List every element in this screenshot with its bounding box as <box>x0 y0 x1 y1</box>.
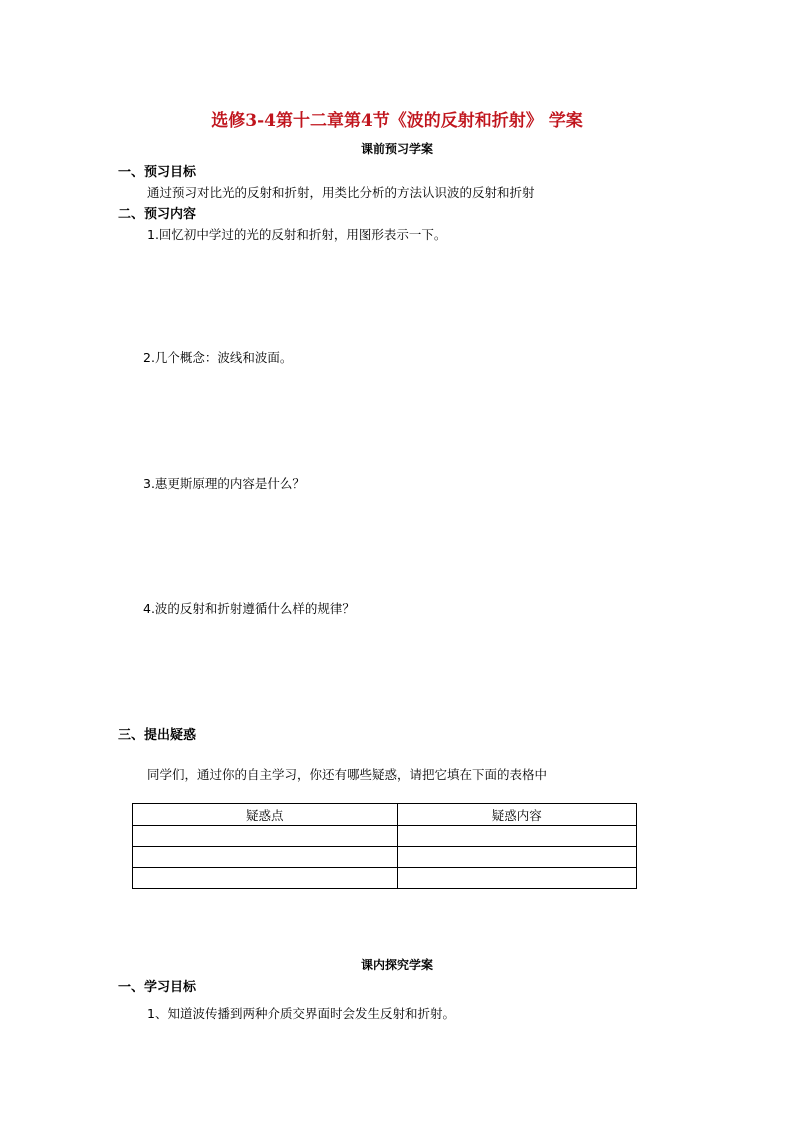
inclass-subtitle: 课内探究学案 <box>360 958 433 972</box>
preview-subtitle: 课前预习学案 <box>360 142 433 156</box>
doubts-table <box>132 803 637 889</box>
question-4: 4.波的反射和折射遵循什么样的规律？ <box>143 601 355 616</box>
table-row <box>133 826 637 847</box>
table-header-row <box>133 804 637 826</box>
question-1: 1.回忆初中学过的光的反射和折射，用图形表示一下。 <box>147 227 447 242</box>
header-doubt-content: 疑惑内容 <box>397 804 636 826</box>
preview-goals-heading: 一、预习目标 <box>118 165 197 180</box>
doubts-text: 同学们，通过你的自主学习，你还有哪些疑惑，请把它填在下面的表格中 <box>147 767 548 782</box>
table-row <box>133 868 637 889</box>
question-2: 2.几个概念：波线和波面。 <box>143 350 293 365</box>
table-cell[interactable] <box>133 847 398 868</box>
table-cell[interactable] <box>133 868 398 889</box>
page-title: 选修3-4第十二章第4节《波的反射和折射》 学案 <box>211 111 583 131</box>
question-3: 3.惠更斯原理的内容是什么？ <box>143 476 305 491</box>
preview-content-heading: 二、预习内容 <box>118 207 197 222</box>
header-doubt-point: 疑惑点 <box>133 804 398 826</box>
table-cell[interactable] <box>397 868 636 889</box>
inclass-goals-heading: 一、学习目标 <box>118 980 197 995</box>
table-row <box>133 847 637 868</box>
doubts-heading: 三、提出疑惑 <box>118 728 197 743</box>
preview-goals-text: 通过预习对比光的反射和折射，用类比分析的方法认识波的反射和折射 <box>147 185 535 200</box>
table-cell[interactable] <box>397 826 636 847</box>
table-cell[interactable] <box>397 847 636 868</box>
table-cell[interactable] <box>133 826 398 847</box>
inclass-goal-1: 1、知道波传播到两种介质交界面时会发生反射和折射。 <box>147 1006 455 1021</box>
